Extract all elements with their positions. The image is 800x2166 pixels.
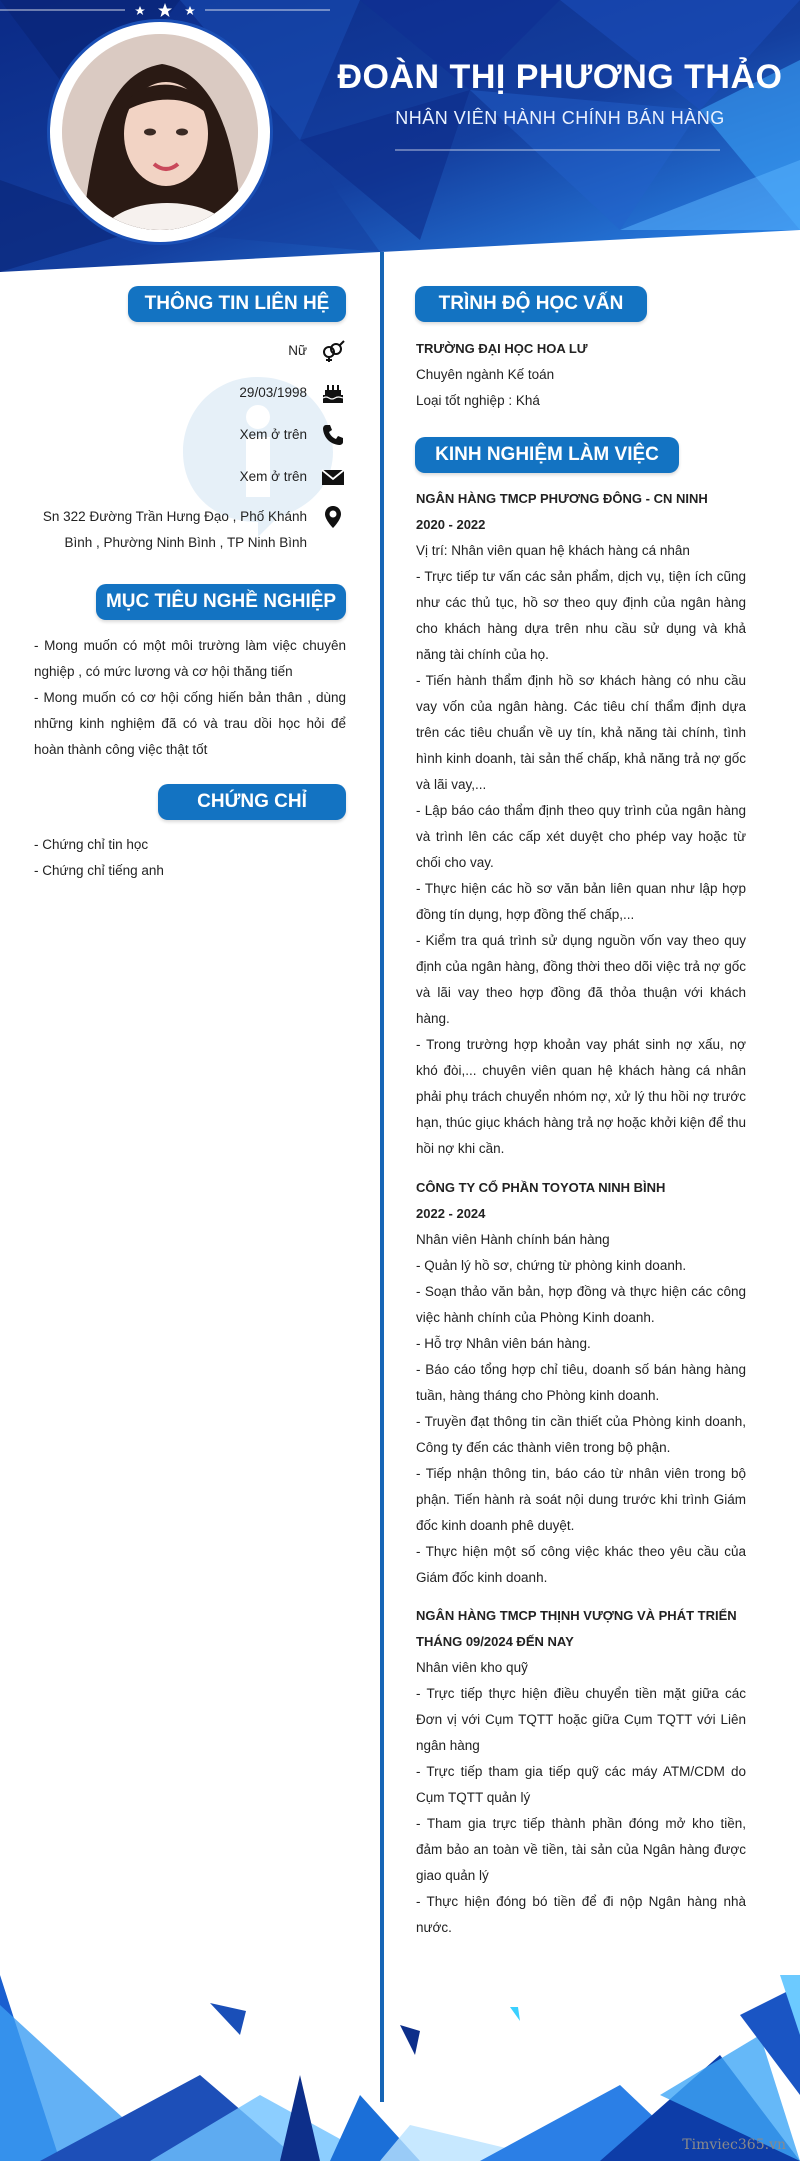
contact-gender — [288, 338, 345, 364]
site-watermark: Timviec365.vn — [682, 2137, 786, 2153]
column-divider — [380, 252, 384, 2102]
objective-heading: MỤC TIÊU NGHỀ NGHIỆP — [96, 584, 346, 620]
certificate-item: - Chứng chỉ tiếng anh — [34, 863, 164, 878]
email-text: Xem ở trên — [239, 469, 307, 484]
objective-line: - Mong muốn có cơ hội cống hiến bản thân , dùng những kinh nghiệm đã có và trau dồi học hỏi để hoàn thành công việc thật tốt — [34, 690, 346, 757]
job-duty: - Quản lý hồ sơ, chứng từ phòng kinh doanh. — [416, 1258, 687, 1273]
email-icon — [321, 465, 345, 489]
location-pin-icon — [321, 505, 345, 529]
gender-text: Nữ — [288, 343, 307, 358]
phone-text: Xem ở trên — [239, 427, 307, 442]
gender-icon — [321, 339, 345, 363]
job-company: NGÂN HÀNG TMCP PHƯƠNG ĐÔNG - CN NINH — [416, 491, 708, 506]
address-line-2: Bình , Phường Ninh Bình , TP Ninh Bình — [64, 535, 307, 550]
job-duty: - Trong trường hợp khoản vay phát sinh nợ xấu, nợ khó đòi,... chuyên viên quan hệ khách hàng cá nhân phải phụ trách chuyển nhóm nợ, xử lý thu hồi nợ trước hạn, thúc giục khách hàng trả nợ hoặc khởi kiện để thu hồi nợ khi cần. — [416, 1037, 746, 1156]
job-position: Vị trí: Nhân viên quan hệ khách hàng cá nhân — [416, 543, 690, 558]
job-duty: - Kiểm tra quá trình sử dụng nguồn vốn vay theo quy định của ngân hàng, đồng thời theo dõi việc trả nợ gốc và lãi vay theo hợp đồng đã thỏa thuận với khách hàng. — [416, 933, 746, 1026]
footer-decoration — [0, 1975, 800, 2161]
job-duty: - Soạn thảo văn bản, hợp đồng và thực hiện các công việc hành chính của Phòng Kinh doanh. — [416, 1284, 746, 1325]
job-duty: - Thực hiện đóng bó tiền để đi nộp Ngân hàng nhà nước. — [416, 1894, 746, 1935]
address-line-1: Sn 322 Đường Trần Hưng Đạo , Phố Khánh — [42, 509, 307, 524]
stars-ornament — [0, 0, 330, 20]
objective-text — [34, 633, 346, 763]
job-duty: - Hỗ trợ Nhân viên bán hàng. — [416, 1336, 591, 1351]
education-heading: TRÌNH ĐỘ HỌC VẤN — [415, 286, 647, 322]
birthday-cake-icon — [321, 381, 345, 405]
candidate-name: ĐOÀN THỊ PHƯƠNG THẢO — [337, 58, 783, 96]
job-company: NGÂN HÀNG TMCP THỊNH VƯỢNG VÀ PHÁT TRIỂN — [416, 1608, 737, 1623]
job-duty: - Thực hiện các hồ sơ văn bản liên quan như lập hợp đồng tín dụng, hợp đồng thế chấp,... — [416, 881, 746, 922]
birthday-text: 29/03/1998 — [239, 385, 307, 400]
job-duty: - Trực tiếp thực hiện điều chuyển tiền mặt giữa các Đơn vị với Cụm TQTT hoặc giữa Cụm TQTT với Liên ngân hàng — [416, 1686, 746, 1753]
job-period: THÁNG 09/2024 ĐẾN NAY — [416, 1634, 574, 1649]
job-company: CÔNG TY CỔ PHẦN TOYOTA NINH BÌNH — [416, 1180, 666, 1195]
job-1 — [416, 486, 746, 1162]
experience-heading: KINH NGHIỆM LÀM VIỆC — [415, 437, 679, 473]
certificates-list — [34, 832, 346, 884]
job-duty: - Trực tiếp tham gia tiếp quỹ các máy ATM/CDM do Cụm TQTT quản lý — [416, 1764, 746, 1805]
job-2 — [416, 1175, 746, 1591]
objective-line: - Mong muốn có một môi trường làm việc chuyên nghiệp , có mức lương và cơ hội thăng tiến — [34, 638, 346, 679]
job-duty: - Trực tiếp tư vấn các sản phẩm, dịch vụ, tiện ích cũng như các thủ tục, hồ sơ theo quy định của ngân hàng cho khách hàng dựa trên nhu cầu sử dụng và khả năng tài chính của họ. — [416, 569, 746, 662]
job-duty: - Tham gia trực tiếp thành phần đóng mở kho tiền, đảm bảo an toàn về tiền, tài sản của Ngân hàng được giao quản lý — [416, 1816, 746, 1883]
job-position: Nhân viên Hành chính bán hàng — [416, 1232, 610, 1247]
address-text — [43, 504, 307, 556]
education-grade: Loại tốt nghiệp : Khá — [416, 393, 540, 408]
avatar-frame — [50, 22, 270, 242]
job-period: 2022 - 2024 — [416, 1206, 486, 1221]
job-3 — [416, 1603, 746, 1941]
job-duty: - Truyền đạt thông tin cần thiết của Phòng kinh doanh, Công ty đến các thành viên trong bộ phận. — [416, 1414, 746, 1455]
job-duty: - Lập báo cáo thẩm định theo quy trình của ngân hàng và trình lên các cấp xét duyệt cho phép vay hoặc từ chối cho vay. — [416, 803, 746, 870]
job-duty: - Tiến hành thẩm định hồ sơ khách hàng có nhu cầu vay vốn của ngân hàng. Các tiêu chí thẩm định dựa trên các tiêu chuẩn về uy tín, khả năng tài chính, tình hình kinh doanh, tài sản thế chấp, khả năng trả nợ gốc và lãi vay,... — [416, 673, 746, 792]
job-duty: - Báo cáo tổng hợp chỉ tiêu, doanh số bán hàng hàng tuần, hàng tháng cho Phòng kinh doanh. — [416, 1362, 746, 1403]
header-banner — [0, 0, 800, 272]
contact-address — [43, 504, 345, 556]
certificates-heading: CHỨNG CHỈ — [158, 784, 346, 820]
job-duty: - Tiếp nhận thông tin, báo cáo từ nhân viên trong bộ phận. Tiến hành rà soát nội dung trước khi trình Giám đốc kinh doanh phê duyệt. — [416, 1466, 746, 1533]
avatar — [62, 34, 258, 230]
avatar-photo — [62, 34, 258, 230]
job-period: 2020 - 2022 — [416, 517, 486, 532]
job-position: Nhân viên kho quỹ — [416, 1660, 528, 1675]
contact-heading: THÔNG TIN LIÊN HỆ — [128, 286, 346, 322]
certificate-item: - Chứng chỉ tin học — [34, 837, 149, 852]
footer-triangles — [0, 1975, 800, 2161]
education-major: Chuyên ngành Kế toán — [416, 367, 555, 382]
education-block — [416, 336, 746, 414]
contact-birthday — [239, 380, 345, 406]
candidate-title: NHÂN VIÊN HÀNH CHÍNH BÁN HÀNG — [395, 108, 725, 128]
school-name: TRƯỜNG ĐẠI HỌC HOA LƯ — [416, 341, 588, 356]
contact-phone — [240, 422, 345, 448]
phone-icon — [321, 423, 345, 447]
contact-email — [240, 464, 345, 490]
job-duty: - Thực hiện một số công việc khác theo yêu cầu của Giám đốc kinh doanh. — [416, 1544, 746, 1585]
